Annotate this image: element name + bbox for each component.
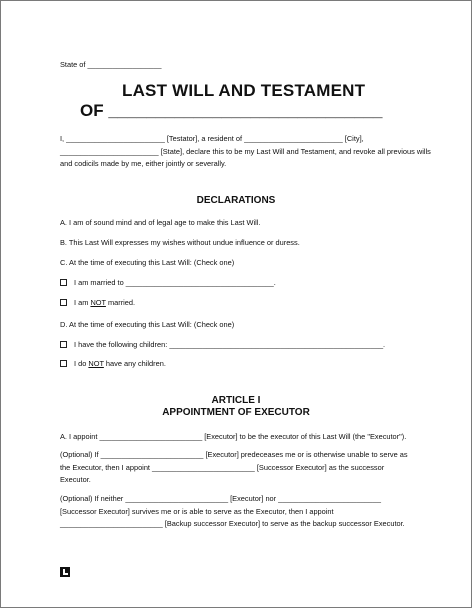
children-label[interactable]: I have the following children: ____________________________________________________. xyxy=(74,340,386,349)
not-married-label-pre: I am xyxy=(74,298,91,307)
checkbox-married[interactable] xyxy=(60,279,67,286)
intro-line-1[interactable]: I, ________________________ [Testator], a resident of ________________________ [City], xyxy=(60,134,364,143)
not-married-label-not: NOT xyxy=(90,298,106,307)
appoint-executor[interactable]: A. I appoint _________________________ [Executor] to be the executor of this Last Will (the "Executor"). xyxy=(60,432,407,441)
option-not-married xyxy=(60,297,135,308)
optional-backup-paragraph xyxy=(60,493,430,531)
declaration-d: D. At the time of executing this Last Will: (Check one) xyxy=(60,320,235,329)
checkbox-children[interactable] xyxy=(60,341,67,348)
intro-line-2[interactable]: ________________________ [State], declare this to be my Last Will and Testament, and revoke all previous wills xyxy=(60,146,431,156)
declaration-a: A. I am of sound mind and of legal age to make this Last Will. xyxy=(60,218,261,227)
article-number: ARTICLE I xyxy=(211,395,261,406)
legal-logo-icon xyxy=(60,567,70,577)
no-children-label-post: have any children. xyxy=(103,359,166,368)
opt2-line-2: [Successor Executor] survives me or is able to serve as the Executor, then I appoint xyxy=(60,506,334,516)
declaration-c: C. At the time of executing this Last Will: (Check one) xyxy=(60,258,235,267)
no-children-label-not: NOT xyxy=(88,359,104,368)
not-married-label-post: married. xyxy=(105,298,136,307)
declaration-b: B. This Last Will expresses my wishes without undue influence or duress. xyxy=(60,238,300,247)
state-of-line[interactable]: State of __________________ xyxy=(60,60,162,69)
option-no-children xyxy=(60,358,166,369)
opt1-line-1[interactable]: (Optional) If _________________________ [Executor] predeceases me or is otherwise unable to serve as xyxy=(60,450,408,459)
opt1-line-3: Executor. xyxy=(60,475,91,485)
optional-successor-paragraph xyxy=(60,449,430,487)
article-title: APPOINTMENT OF EXECUTOR xyxy=(162,407,310,418)
married-label[interactable]: I am married to ____________________________________. xyxy=(74,278,276,287)
declarations-heading: DECLARATIONS xyxy=(196,195,276,206)
opt2-line-3[interactable]: _________________________ [Backup successor Executor] to serve as the backup successor Executor. xyxy=(60,519,405,529)
option-married xyxy=(60,277,276,288)
opt1-line-2[interactable]: the Executor, then I appoint _________________________ [Successor Executor] as the successor xyxy=(60,462,385,472)
testator-name-line[interactable]: OF _____________________________ xyxy=(80,101,383,120)
checkbox-not-married[interactable] xyxy=(60,299,67,306)
no-children-label-pre: I do xyxy=(74,359,89,368)
intro-paragraph xyxy=(60,133,430,171)
option-children xyxy=(60,339,385,350)
intro-line-3: and codicils made by me, either jointly or severally. xyxy=(60,159,227,169)
checkbox-no-children[interactable] xyxy=(60,360,67,367)
document-title: LAST WILL AND TESTAMENT xyxy=(122,81,366,100)
opt2-line-1[interactable]: (Optional) If neither _________________________ [Executor] nor _________________________ xyxy=(60,494,381,503)
